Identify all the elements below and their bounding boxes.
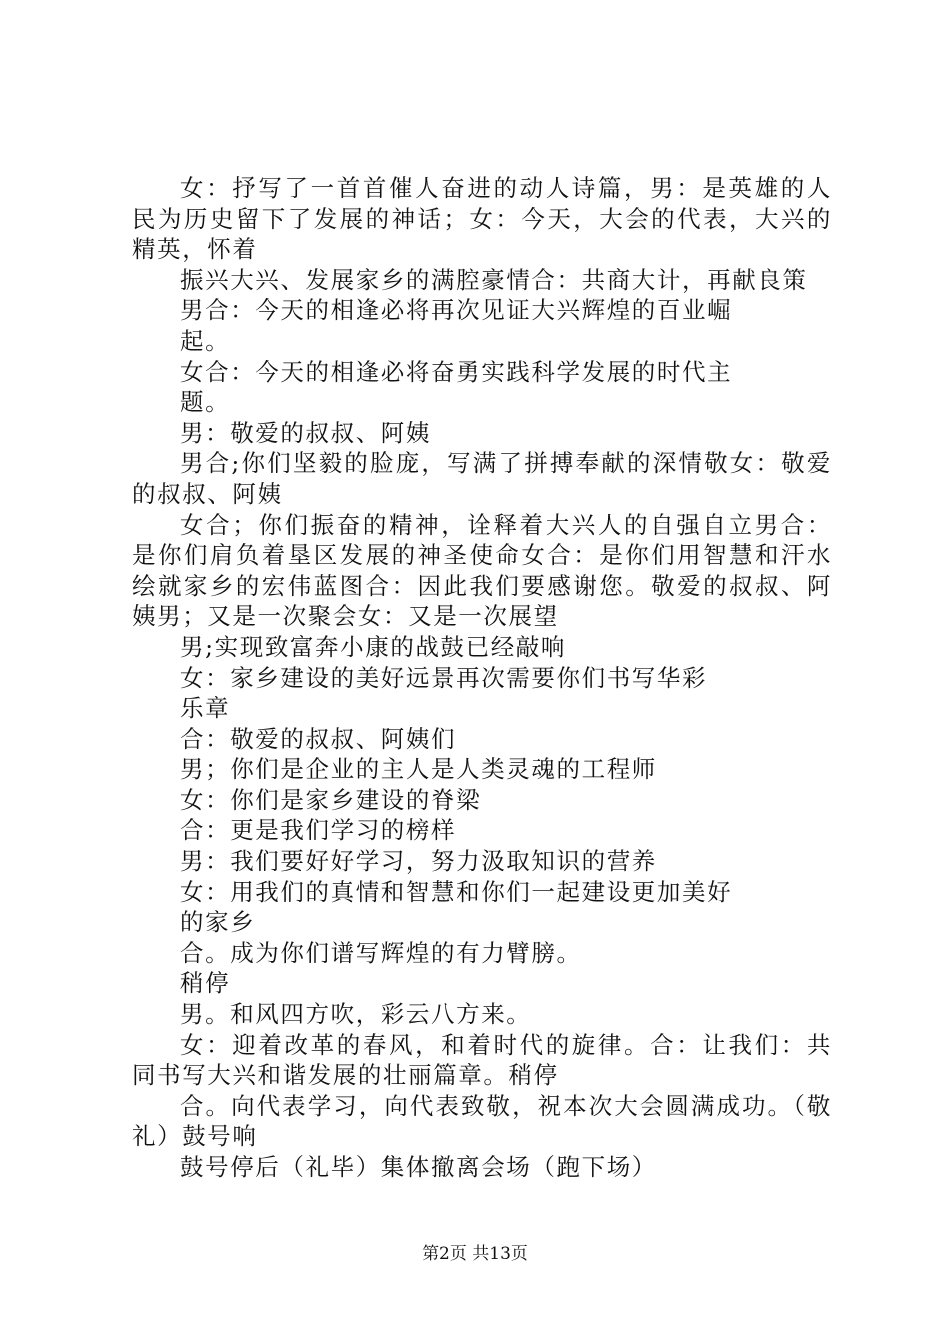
paragraph: 女：你们是家乡建设的脊梁 [180,785,482,814]
paragraph: 女：迎着改革的春风，和着时代的旋律。合：让我们：共同书写大兴和谐发展的壮丽篇章。稍停 [132,1030,832,1090]
paragraph: 稍停 [180,969,231,998]
page-footer [0,1243,950,1265]
paragraph: 合：敬爱的叔叔、阿姨们 [180,724,457,753]
paragraph: 鼓号停后（礼毕）集体撤离会场（跑下场） [180,1153,657,1181]
paragraph: 女合；你们振奋的精神，诠释着大兴人的自强自立男合：是你们肩负着垦区发展的神圣使命女合：是你们用智慧和汗水绘就家乡的宏伟蓝图合：因此我们要感谢您。敬爱的叔叔、阿姨男；又是一次聚会女：又是一次展望 [132,510,832,631]
paragraph: 男；你们是企业的主人是人类灵魂的工程师 [180,755,657,784]
paragraph: 合。向代表学习，向代表致敬，祝本次大会圆满成功。（敬礼）鼓号响 [132,1091,832,1151]
paragraph: 男：敬爱的叔叔、阿姨 [180,418,431,447]
paragraph: 乐章 [180,694,231,723]
page-number-label: 第2页 共13页 [422,1244,528,1264]
paragraph: 女合：今天的相逢必将奋勇实践科学发展的时代主 [180,357,733,386]
paragraph: 合。成为你们谱写辉煌的有力臂膀。 [180,938,582,967]
body-text [132,173,832,1183]
paragraph: 男。和风四方吹，彩云八方来。 [180,1000,532,1029]
paragraph: 男合：今天的相逢必将再次见证大兴辉煌的百业崛 [180,296,733,325]
paragraph: 男：我们要好好学习，努力汲取知识的营养 [180,847,657,876]
paragraph: 男合;你们坚毅的脸庞，写满了拼搏奉献的深情敬女：敬爱的叔叔、阿姨 [132,449,832,508]
paragraph: 男;实现致富奔小康的战鼓已经敲响 [180,632,567,661]
paragraph: 合：更是我们学习的榜样 [180,816,457,845]
paragraph: 女：用我们的真情和智慧和你们一起建设更加美好 [180,877,733,906]
paragraph: 题。 [180,388,231,417]
paragraph: 女：抒写了一首首催人奋进的动人诗篇，男：是英雄的人民为历史留下了发展的神话；女：今天，大会的代表，大兴的精英，怀着 [132,174,832,264]
paragraph: 振兴大兴、发展家乡的满腔豪情合：共商大计，再献良策 [180,265,808,294]
paragraph: 起。 [180,326,231,355]
paragraph: 女：家乡建设的美好远景再次需要你们书写华彩 [180,663,708,692]
paragraph: 的家乡 [180,908,256,937]
